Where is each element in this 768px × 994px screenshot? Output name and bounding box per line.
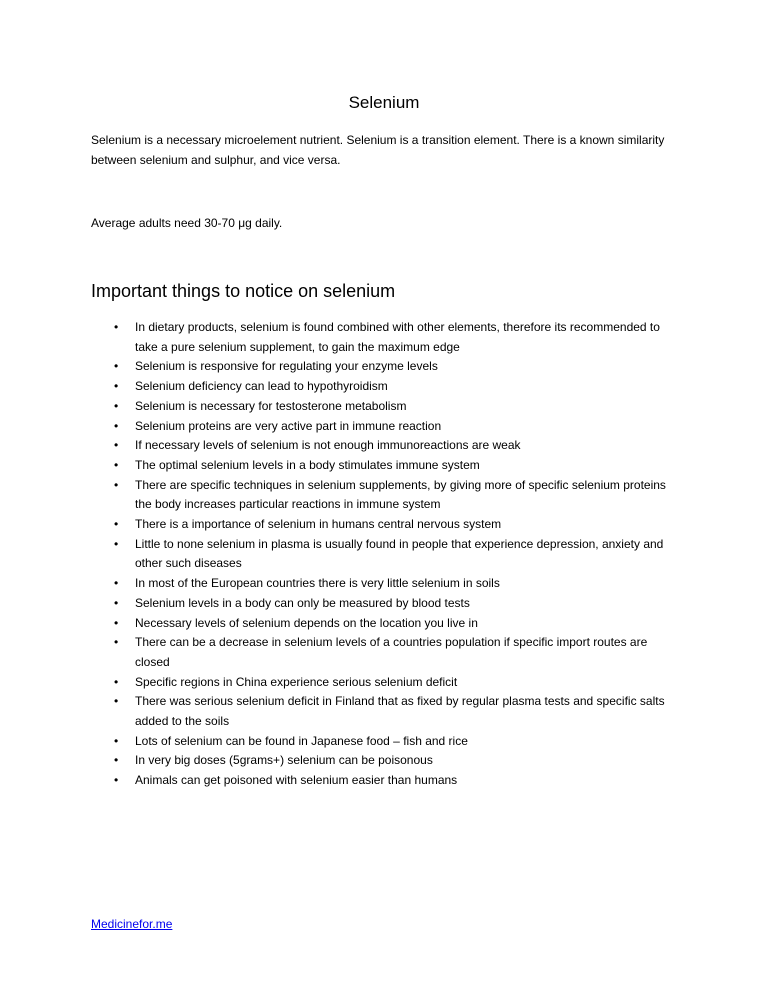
intro-paragraph: Selenium is a necessary microelement nutrient. Selenium is a transition element. There is a known similarity between selenium and sulphur, and vice versa. <box>91 133 665 167</box>
bullet-icon: • <box>114 457 119 472</box>
list-item-text: In very big doses (5grams+) selenium can be poisonous <box>135 753 433 768</box>
list-item-text: The optimal selenium levels in a body stimulates immune system <box>135 457 480 472</box>
list-item <box>0 574 768 594</box>
list-item-text: Specific regions in China experience serious selenium deficit <box>135 674 458 689</box>
bullet-icon: • <box>114 398 119 413</box>
list-item <box>0 751 768 771</box>
list-item <box>0 436 768 456</box>
list-item <box>0 417 768 437</box>
list-item <box>0 692 768 731</box>
bullet-icon: • <box>114 615 119 630</box>
list-item-text: There can be a decrease in selenium levels of a countries population if specific import routes are closed <box>135 635 648 669</box>
bullet-icon: • <box>114 595 119 610</box>
list-item <box>0 515 768 535</box>
list-item <box>0 633 768 672</box>
bullet-icon: • <box>114 576 119 591</box>
list-item-text: Selenium is responsive for regulating your enzyme levels <box>135 359 438 374</box>
list-item <box>0 535 768 574</box>
list-item <box>0 357 768 377</box>
bullet-icon: • <box>114 733 119 748</box>
list-item-text: There is a importance of selenium in humans central nervous system <box>135 517 502 532</box>
bullet-icon: • <box>114 773 119 788</box>
list-item <box>0 377 768 397</box>
list-item <box>0 614 768 634</box>
list-item-text: Little to none selenium in plasma is usually found in people that experience depression, anxiety and other such diseases <box>135 536 664 571</box>
bullet-icon: • <box>114 477 119 492</box>
bullet-list <box>0 318 768 791</box>
list-item-text: There are specific techniques in selenium supplements, by giving more of specific selenium proteins the body increases particular reactions in immune system <box>135 477 666 512</box>
list-item-text: Selenium proteins are very active part in immune reaction <box>135 418 442 433</box>
bullet-icon: • <box>114 379 119 394</box>
list-item-text: In dietary products, selenium is found combined with other elements, therefore its recommended to take a pure selenium supplement, to gain the maximum edge <box>135 320 660 354</box>
list-item <box>0 456 768 476</box>
bullet-icon: • <box>114 753 119 768</box>
list-item <box>0 397 768 417</box>
bullet-icon: • <box>114 418 119 433</box>
list-item <box>0 673 768 693</box>
list-item <box>0 771 768 791</box>
list-item <box>0 318 768 357</box>
bullet-icon: • <box>114 320 119 334</box>
intake-paragraph: Average adults need 30-70 μg daily. <box>91 216 283 230</box>
list-item-text: Selenium is necessary for testosterone metabolism <box>135 398 407 413</box>
list-item-text: Selenium levels in a body can only be measured by blood tests <box>135 595 470 610</box>
bullet-icon: • <box>114 438 119 453</box>
bullet-icon: • <box>114 536 119 551</box>
list-item-text: Selenium deficiency can lead to hypothyroidism <box>135 379 388 394</box>
list-item-text: Animals can get poisoned with selenium easier than humans <box>135 773 458 788</box>
list-item-text: In most of the European countries there is very little selenium in soils <box>135 576 500 591</box>
list-item <box>0 594 768 614</box>
document-title: Selenium <box>348 93 420 112</box>
footer-link[interactable]: Medicinefor.me <box>91 917 173 931</box>
list-item-text: Necessary levels of selenium depends on the location you live in <box>135 615 478 630</box>
list-item <box>0 476 768 515</box>
bullet-icon: • <box>114 694 119 709</box>
list-item-text: There was serious selenium deficit in Finland that as fixed by regular plasma tests and specific salts added to the soils <box>135 694 665 729</box>
list-item-text: If necessary levels of selenium is not enough immunoreactions are weak <box>135 438 521 453</box>
section-heading: Important things to notice on selenium <box>91 281 396 301</box>
bullet-icon: • <box>114 517 119 532</box>
list-item <box>0 732 768 752</box>
bullet-icon: • <box>114 635 119 650</box>
bullet-icon: • <box>114 674 119 689</box>
list-item-text: Lots of selenium can be found in Japanese food – fish and rice <box>135 733 468 748</box>
bullet-icon: • <box>114 359 119 374</box>
